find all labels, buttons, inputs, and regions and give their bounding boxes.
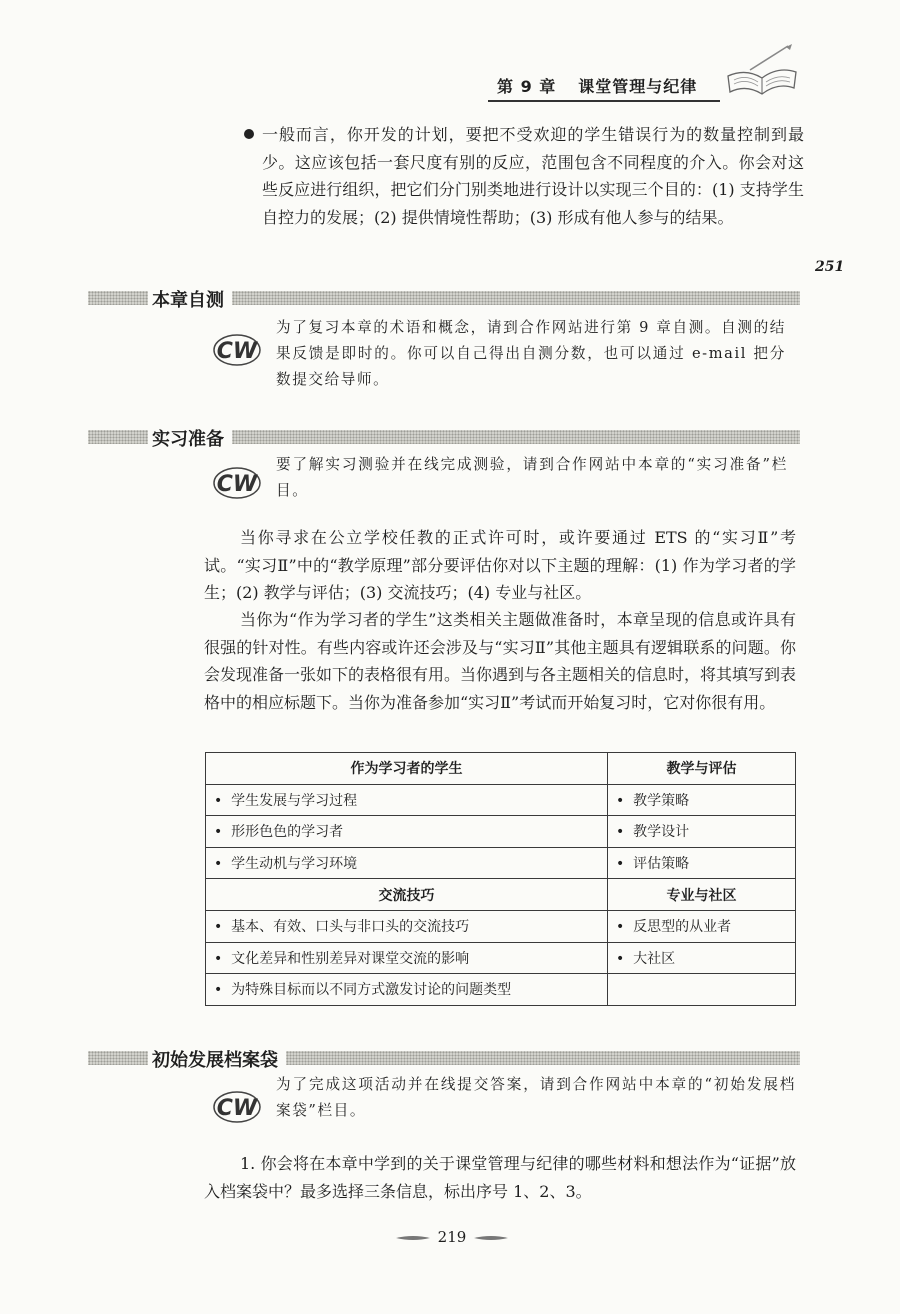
- svg-text:CW: CW: [216, 472, 258, 497]
- bullet-dot: [244, 129, 254, 139]
- table-row: [206, 910, 796, 942]
- table-header-row: [206, 753, 796, 785]
- svg-text:CW: CW: [216, 1096, 258, 1121]
- portfolio-question-1: 1. 你会将在本章中学到的关于课堂管理与纪律的哪些材料和想法作为“证据”放入档案袋中？最多选择三条信息，标出序号 1、2、3。: [204, 1154, 796, 1201]
- table-row: [206, 974, 796, 1006]
- table-cell: • 大社区: [608, 942, 796, 974]
- table-row: [206, 847, 796, 879]
- table-cell: • 学生动机与学习环境: [206, 847, 608, 879]
- table-cell: • 教学设计: [608, 816, 796, 848]
- portfolio-note: 为了完成这项活动并在线提交答案，请到合作网站中本章的“初始发展档案袋”栏目。: [276, 1076, 796, 1119]
- table-cell: • 教学策略: [608, 784, 796, 816]
- table-header-cell: 交流技巧: [206, 879, 608, 911]
- cw-logo-icon: [212, 1086, 262, 1126]
- table-header-row: [206, 879, 796, 911]
- table-row: [206, 784, 796, 816]
- margin-page-number: 251: [815, 259, 845, 275]
- chapter-label: 第 9 章: [497, 77, 557, 96]
- footer-ornament-right: [474, 1234, 508, 1242]
- table-cell: • 形形色色的学习者: [206, 816, 608, 848]
- page-number: 219: [437, 1228, 467, 1246]
- footer-ornament-left: [396, 1234, 430, 1242]
- open-book-icon: [722, 42, 804, 106]
- table-cell: • 学生发展与学习过程: [206, 784, 608, 816]
- table-cell: • 为特殊目标而以不同方式激发讨论的问题类型: [206, 974, 608, 1006]
- page-footer: [396, 1228, 506, 1248]
- cw-logo-icon: [212, 329, 262, 369]
- table-cell: • 文化差异和性别差异对课堂交流的影响: [206, 942, 608, 974]
- praxis-paragraph-1: 当你寻求在公立学校任教的正式许可时，或许要通过 ETS 的“实习Ⅱ”考试。“实习Ⅱ”中的“教学原理”部分要评估你对以下主题的理解：(1) 作为学习者的学生；(2) 教学与评估；(3) 交流技巧；(4) 专业与社区。: [204, 528, 796, 602]
- praxis-topic-table: [205, 752, 796, 1006]
- self-test-note: 为了复习本章的术语和概念，请到合作网站进行第 9 章自测。自测的结果反馈是即时的。你可以自己得出自测分数，也可以通过 e-mail 把分数提交给导师。: [276, 319, 786, 388]
- svg-text:CW: CW: [216, 339, 258, 364]
- table-row: [206, 816, 796, 848]
- table-cell: • 评估策略: [608, 847, 796, 879]
- section-title-praxis: 实习准备: [148, 425, 232, 451]
- table-cell: • 反思型的从业者: [608, 910, 796, 942]
- section-title-self-test: 本章自测: [148, 286, 232, 312]
- table-cell-empty: [608, 974, 796, 1006]
- running-header: [497, 74, 697, 100]
- table-header-cell: 教学与评估: [608, 753, 796, 785]
- chapter-title: 课堂管理与纪律: [578, 77, 698, 96]
- praxis-paragraph-2: 当你为“作为学习者的学生”这类相关主题做准备时，本章呈现的信息或许具有很强的针对性。有些内容或许还会涉及与“实习Ⅱ”其他主题具有逻辑联系的问题。你会发现准备一张如下的表格很有用。当你遇到与各主题相关的信息时，将其填写到表格中的相应标题下。当你为准备参加“实习Ⅱ”考试而开始复习时，它对你很有用。: [204, 610, 797, 712]
- table-header-cell: 专业与社区: [608, 879, 796, 911]
- table-cell: • 基本、有效、口头与非口头的交流技巧: [206, 910, 608, 942]
- header-rule: [488, 100, 720, 102]
- intro-bullet-text: 一般而言，你开发的计划，要把不受欢迎的学生错误行为的数量控制到最少。这应该包括一套尺度有别的反应，范围包含不同程度的介入。你会对这些反应进行组织，把它们分门别类地进行设计以实现三个目的：(1) 支持学生自控力的发展；(2) 提供情境性帮助；(3) 形成有他人参与的结果。: [262, 125, 804, 227]
- table-row: [206, 942, 796, 974]
- cw-logo-icon: [212, 462, 262, 502]
- section-title-portfolio: 初始发展档案袋: [148, 1046, 286, 1072]
- table-header-cell: 作为学习者的学生: [206, 753, 608, 785]
- praxis-note: 要了解实习测验并在线完成测验，请到合作网站中本章的“实习准备”栏目。: [276, 456, 788, 499]
